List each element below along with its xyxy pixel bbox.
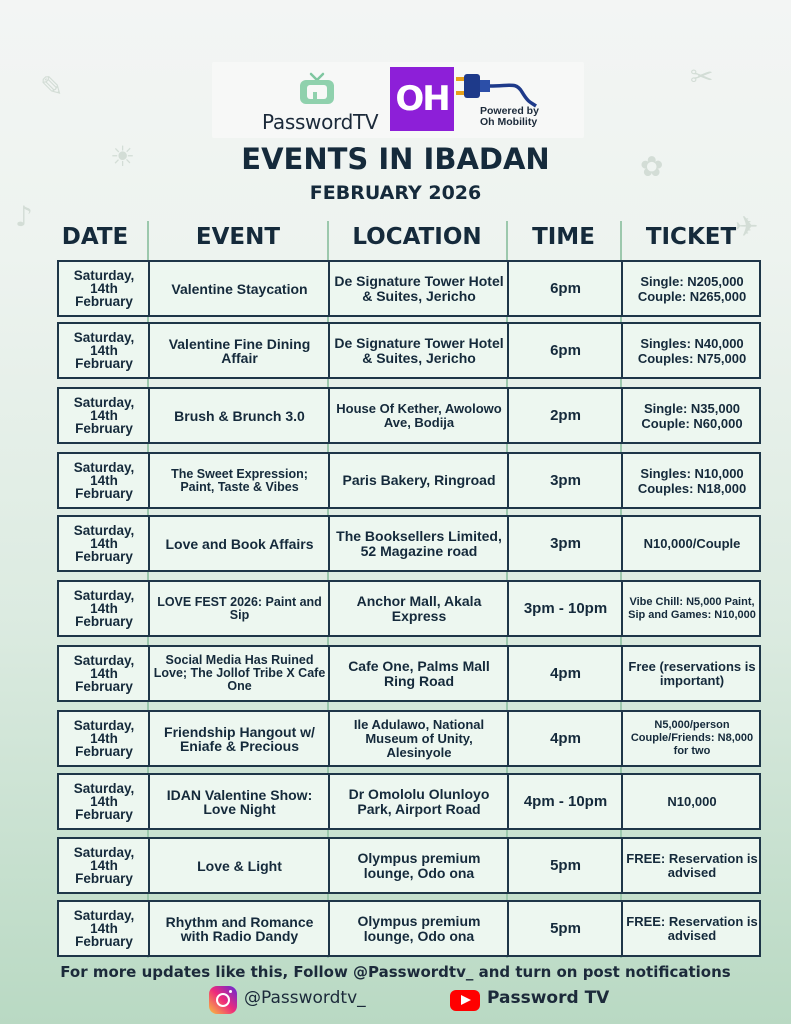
doodle-icon: ♪ — [15, 200, 33, 233]
header-location: LOCATION — [352, 224, 482, 250]
event-time: 4pm - 10pm — [523, 793, 608, 810]
doodle-icon: ✈ — [735, 210, 759, 243]
event-ticket: N10,000 — [667, 794, 717, 809]
event-ticket: Free (reservations is important) — [628, 658, 756, 688]
doodle-icon: ✂ — [690, 60, 714, 93]
event-location: De Signature Tower Hotel & Suites, Jericho — [334, 334, 504, 366]
event-time: 6pm — [550, 342, 581, 359]
header-ticket: TICKET — [645, 224, 737, 250]
event-name: LOVE FEST 2026: Paint and Sip — [157, 594, 322, 622]
event-time: 3pm - 10pm — [523, 600, 608, 617]
event-name: IDAN Valentine Show: Love Night — [166, 786, 313, 817]
event-date: Saturday, 14th February — [73, 395, 135, 436]
event-date: Saturday, 14th February — [73, 330, 135, 371]
instagram-icon[interactable] — [209, 986, 237, 1014]
event-location: Olympus premium lounge, Odo ona — [357, 912, 481, 944]
event-location: Cafe One, Palms Mall Ring Road — [348, 657, 490, 689]
event-ticket: Singles: N10,000 Couples: N18,000 — [637, 465, 747, 496]
event-time: 5pm — [550, 920, 581, 937]
table-row — [57, 773, 761, 830]
footer-text: For more updates like this, Follow @Passwordtv_ and turn on post notifications — [60, 963, 731, 981]
event-location: Ile Adulawo, National Museum of Unity, Alesinyole — [353, 716, 485, 760]
event-date: Saturday, 14th February — [73, 588, 135, 629]
event-location: De Signature Tower Hotel & Suites, Jericho — [334, 272, 504, 304]
event-location: House Of Kether, Awolowo Ave, Bodija — [336, 400, 502, 430]
instagram-handle[interactable]: @Passwordtv_ — [244, 988, 366, 1008]
event-date: Saturday, 14th February — [73, 268, 135, 309]
event-location: Anchor Mall, Akala Express — [356, 592, 482, 624]
table-row — [57, 900, 761, 957]
event-name: Love and Book Affairs — [165, 535, 314, 552]
event-time: 3pm — [550, 472, 581, 489]
header-date: DATE — [61, 224, 129, 250]
youtube-channel[interactable]: Password TV — [487, 988, 610, 1008]
event-ticket: N10,000/Couple — [643, 536, 741, 551]
event-name: Valentine Fine Dining Affair — [168, 335, 311, 366]
event-time: 5pm — [550, 857, 581, 874]
table-row — [57, 260, 761, 317]
event-time: 6pm — [550, 280, 581, 297]
event-ticket: Singles: N40,000 Couples: N75,000 — [637, 335, 747, 366]
event-location: Paris Bakery, Ringroad — [342, 472, 496, 488]
event-ticket: Vibe Chill: N5,000 Paint, Sip and Games: N10,000 — [628, 595, 756, 621]
table-row — [57, 645, 761, 702]
event-ticket: FREE: Reservation is advised — [626, 850, 758, 880]
tv-icon — [298, 72, 336, 106]
event-ticket: Single: N35,000 Couple: N60,000 — [641, 400, 743, 431]
youtube-icon[interactable] — [450, 990, 480, 1011]
event-name: The Sweet Expression; Paint, Taste & Vibes — [171, 466, 308, 494]
table-row — [57, 515, 761, 572]
event-date: Saturday, 14th February — [73, 781, 135, 822]
event-date: Saturday, 14th February — [73, 523, 135, 564]
table-row — [57, 387, 761, 444]
logo-bar — [212, 62, 584, 138]
header-event: EVENT — [195, 224, 281, 250]
page-subtitle: FEBRUARY 2026 — [309, 182, 482, 204]
event-time: 3pm — [550, 535, 581, 552]
table-row — [57, 837, 761, 894]
event-name: Brush & Brunch 3.0 — [174, 407, 305, 424]
event-date: Saturday, 14th February — [73, 460, 135, 501]
table-row — [57, 322, 761, 379]
event-date: Saturday, 14th February — [73, 908, 135, 949]
doodle-icon: ✿ — [640, 150, 664, 183]
event-ticket: N5,000/person Couple/Friends: N8,000 for two — [630, 719, 754, 757]
plug-icon — [456, 72, 538, 108]
event-location: Olympus premium lounge, Odo ona — [357, 849, 481, 881]
event-location: The Booksellers Limited, 52 Magazine road — [336, 527, 502, 559]
oh-logo: OH — [390, 67, 454, 131]
event-location: Dr Omololu Olunloyo Park, Airport Road — [348, 785, 490, 817]
event-ticket: FREE: Reservation is advised — [626, 913, 758, 943]
event-time: 2pm — [550, 407, 581, 424]
event-name: Valentine Staycation — [171, 280, 308, 297]
table-row — [57, 710, 761, 767]
powered-by-text — [480, 106, 539, 128]
event-name: Friendship Hangout w/ Eniafe & Precious — [164, 723, 315, 754]
doodle-icon: ✎ — [40, 70, 64, 103]
doodle-icon: ☀ — [110, 140, 136, 173]
table-row — [57, 452, 761, 509]
table-row — [57, 580, 761, 637]
powered-line-1: Powered by — [480, 105, 539, 117]
event-ticket: Single: N205,000 Couple: N265,000 — [637, 273, 747, 304]
event-date: Saturday, 14th February — [73, 845, 135, 886]
event-name: Social Media Has Ruined Love; The Jollof Tribe X Cafe One — [153, 653, 326, 693]
event-name: Rhythm and Romance with Radio Dandy — [165, 913, 314, 944]
powered-line-2: Oh Mobility — [480, 116, 538, 128]
event-time: 4pm — [550, 730, 581, 747]
header-time: TIME — [532, 224, 595, 250]
password-tv-logo-text: PasswordTV — [262, 110, 379, 134]
event-date: Saturday, 14th February — [73, 718, 135, 759]
event-name: Love & Light — [197, 857, 282, 874]
event-time: 4pm — [550, 665, 581, 682]
event-date: Saturday, 14th February — [73, 653, 135, 694]
page-title: EVENTS IN IBADAN — [241, 142, 550, 176]
